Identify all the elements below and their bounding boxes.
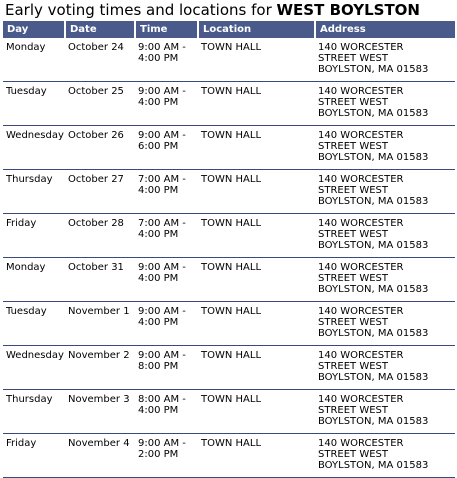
table-body (3, 38, 455, 478)
cell-date (65, 82, 135, 126)
address-line-3: BOYLSTON, MA 01583 (318, 152, 429, 163)
table-row (3, 170, 455, 214)
cell-location (198, 170, 315, 214)
cell-address (315, 258, 455, 302)
cell-time (135, 390, 198, 434)
cell-time (135, 258, 198, 302)
date-text: November 3 (68, 394, 130, 405)
date-text: October 24 (68, 42, 124, 53)
cell-date (65, 214, 135, 258)
cell-day (3, 434, 65, 478)
cell-address (315, 214, 455, 258)
cell-date (65, 434, 135, 478)
address-line-1: 140 WORCESTER (318, 350, 404, 361)
time-end-text: 8:00 PM (138, 361, 179, 372)
cell-address (315, 170, 455, 214)
address-line-2: STREET WEST (318, 141, 388, 152)
cell-date (65, 126, 135, 170)
cell-address (315, 38, 455, 82)
cell-location (198, 302, 315, 346)
location-text: TOWN HALL (201, 350, 262, 361)
table-row (3, 390, 455, 434)
cell-day (3, 126, 65, 170)
column-header-day: Day (3, 21, 65, 38)
address-line-3: BOYLSTON, MA 01583 (318, 64, 429, 75)
cell-location (198, 82, 315, 126)
cell-date (65, 258, 135, 302)
location-text: TOWN HALL (201, 306, 262, 317)
address-line-1: 140 WORCESTER (318, 438, 404, 449)
location-text: TOWN HALL (201, 130, 262, 141)
day-text: Monday (6, 262, 46, 273)
table-row (3, 434, 455, 478)
cell-location (198, 214, 315, 258)
cell-day (3, 258, 65, 302)
column-header-address: Address (315, 21, 455, 38)
cell-date (65, 346, 135, 390)
header-row (3, 21, 455, 38)
table-row (3, 302, 455, 346)
column-header-date: Date (65, 21, 135, 38)
cell-address (315, 346, 455, 390)
address-line-2: STREET WEST (318, 405, 388, 416)
page-title-town: WEST BOYLSTON (276, 1, 420, 19)
cell-time (135, 82, 198, 126)
address-line-1: 140 WORCESTER (318, 306, 404, 317)
cell-time (135, 126, 198, 170)
address-line-1: 140 WORCESTER (318, 42, 404, 53)
address-line-2: STREET WEST (318, 53, 388, 64)
time-start-text: 9:00 AM - (138, 42, 186, 53)
address-line-1: 140 WORCESTER (318, 86, 404, 97)
cell-address (315, 82, 455, 126)
date-text: November 2 (68, 350, 130, 361)
location-text: TOWN HALL (201, 438, 262, 449)
cell-day (3, 346, 65, 390)
day-text: Friday (6, 218, 37, 229)
cell-location (198, 258, 315, 302)
day-text: Wednesday (6, 130, 64, 141)
cell-date (65, 170, 135, 214)
date-text: November 1 (68, 306, 130, 317)
location-text: TOWN HALL (201, 218, 262, 229)
cell-address (315, 302, 455, 346)
address-line-3: BOYLSTON, MA 01583 (318, 108, 429, 119)
time-start-text: 9:00 AM - (138, 438, 186, 449)
page-title-prefix: Early voting times and locations for (5, 1, 272, 19)
address-line-3: BOYLSTON, MA 01583 (318, 240, 429, 251)
cell-address (315, 434, 455, 478)
cell-address (315, 390, 455, 434)
address-line-1: 140 WORCESTER (318, 262, 404, 273)
cell-time (135, 214, 198, 258)
time-end-text: 4:00 PM (138, 273, 179, 284)
cell-date (65, 38, 135, 82)
cell-location (198, 346, 315, 390)
time-start-text: 9:00 AM - (138, 306, 186, 317)
table-header (3, 21, 455, 38)
location-text: TOWN HALL (201, 42, 262, 53)
cell-day (3, 38, 65, 82)
address-line-1: 140 WORCESTER (318, 130, 404, 141)
cell-day (3, 214, 65, 258)
address-line-2: STREET WEST (318, 273, 388, 284)
cell-address (315, 126, 455, 170)
time-end-text: 4:00 PM (138, 229, 179, 240)
table-row (3, 346, 455, 390)
address-line-3: BOYLSTON, MA 01583 (318, 284, 429, 295)
early-voting-table (3, 21, 455, 478)
location-text: TOWN HALL (201, 86, 262, 97)
time-start-text: 9:00 AM - (138, 130, 186, 141)
column-header-time: Time (135, 21, 198, 38)
cell-day (3, 390, 65, 434)
table-row (3, 126, 455, 170)
address-line-3: BOYLSTON, MA 01583 (318, 196, 429, 207)
day-text: Monday (6, 42, 46, 53)
time-end-text: 4:00 PM (138, 185, 179, 196)
address-line-2: STREET WEST (318, 185, 388, 196)
cell-location (198, 390, 315, 434)
column-header-location: Location (198, 21, 315, 38)
date-text: October 27 (68, 174, 124, 185)
time-end-text: 4:00 PM (138, 53, 179, 64)
address-line-2: STREET WEST (318, 317, 388, 328)
address-line-2: STREET WEST (318, 361, 388, 372)
address-line-2: STREET WEST (318, 97, 388, 108)
cell-time (135, 434, 198, 478)
day-text: Tuesday (6, 306, 47, 317)
cell-day (3, 302, 65, 346)
time-end-text: 4:00 PM (138, 405, 179, 416)
address-line-2: STREET WEST (318, 229, 388, 240)
cell-day (3, 170, 65, 214)
time-end-text: 6:00 PM (138, 141, 179, 152)
cell-location (198, 126, 315, 170)
table-row (3, 214, 455, 258)
time-start-text: 9:00 AM - (138, 86, 186, 97)
cell-location (198, 38, 315, 82)
address-line-3: BOYLSTON, MA 01583 (318, 460, 429, 471)
date-text: October 25 (68, 86, 124, 97)
cell-date (65, 390, 135, 434)
date-text: November 4 (68, 438, 130, 449)
date-text: October 28 (68, 218, 124, 229)
page-title (5, 0, 420, 20)
time-start-text: 7:00 AM - (138, 218, 186, 229)
time-start-text: 9:00 AM - (138, 350, 186, 361)
address-line-3: BOYLSTON, MA 01583 (318, 416, 429, 427)
cell-date (65, 302, 135, 346)
address-line-3: BOYLSTON, MA 01583 (318, 372, 429, 383)
address-line-3: BOYLSTON, MA 01583 (318, 328, 429, 339)
time-start-text: 8:00 AM - (138, 394, 186, 405)
date-text: October 31 (68, 262, 124, 273)
table-row (3, 82, 455, 126)
day-text: Thursday (6, 394, 53, 405)
address-line-1: 140 WORCESTER (318, 218, 404, 229)
cell-time (135, 346, 198, 390)
time-start-text: 9:00 AM - (138, 262, 186, 273)
cell-time (135, 170, 198, 214)
address-line-2: STREET WEST (318, 449, 388, 460)
cell-day (3, 82, 65, 126)
day-text: Wednesday (6, 350, 64, 361)
date-text: October 26 (68, 130, 124, 141)
location-text: TOWN HALL (201, 394, 262, 405)
time-end-text: 2:00 PM (138, 449, 179, 460)
time-end-text: 4:00 PM (138, 317, 179, 328)
address-line-1: 140 WORCESTER (318, 174, 404, 185)
time-end-text: 4:00 PM (138, 97, 179, 108)
address-line-1: 140 WORCESTER (318, 394, 404, 405)
cell-time (135, 38, 198, 82)
location-text: TOWN HALL (201, 174, 262, 185)
location-text: TOWN HALL (201, 262, 262, 273)
table-row (3, 258, 455, 302)
day-text: Tuesday (6, 86, 47, 97)
time-start-text: 7:00 AM - (138, 174, 186, 185)
cell-time (135, 302, 198, 346)
cell-location (198, 434, 315, 478)
day-text: Friday (6, 438, 37, 449)
day-text: Thursday (6, 174, 53, 185)
table-row (3, 38, 455, 82)
